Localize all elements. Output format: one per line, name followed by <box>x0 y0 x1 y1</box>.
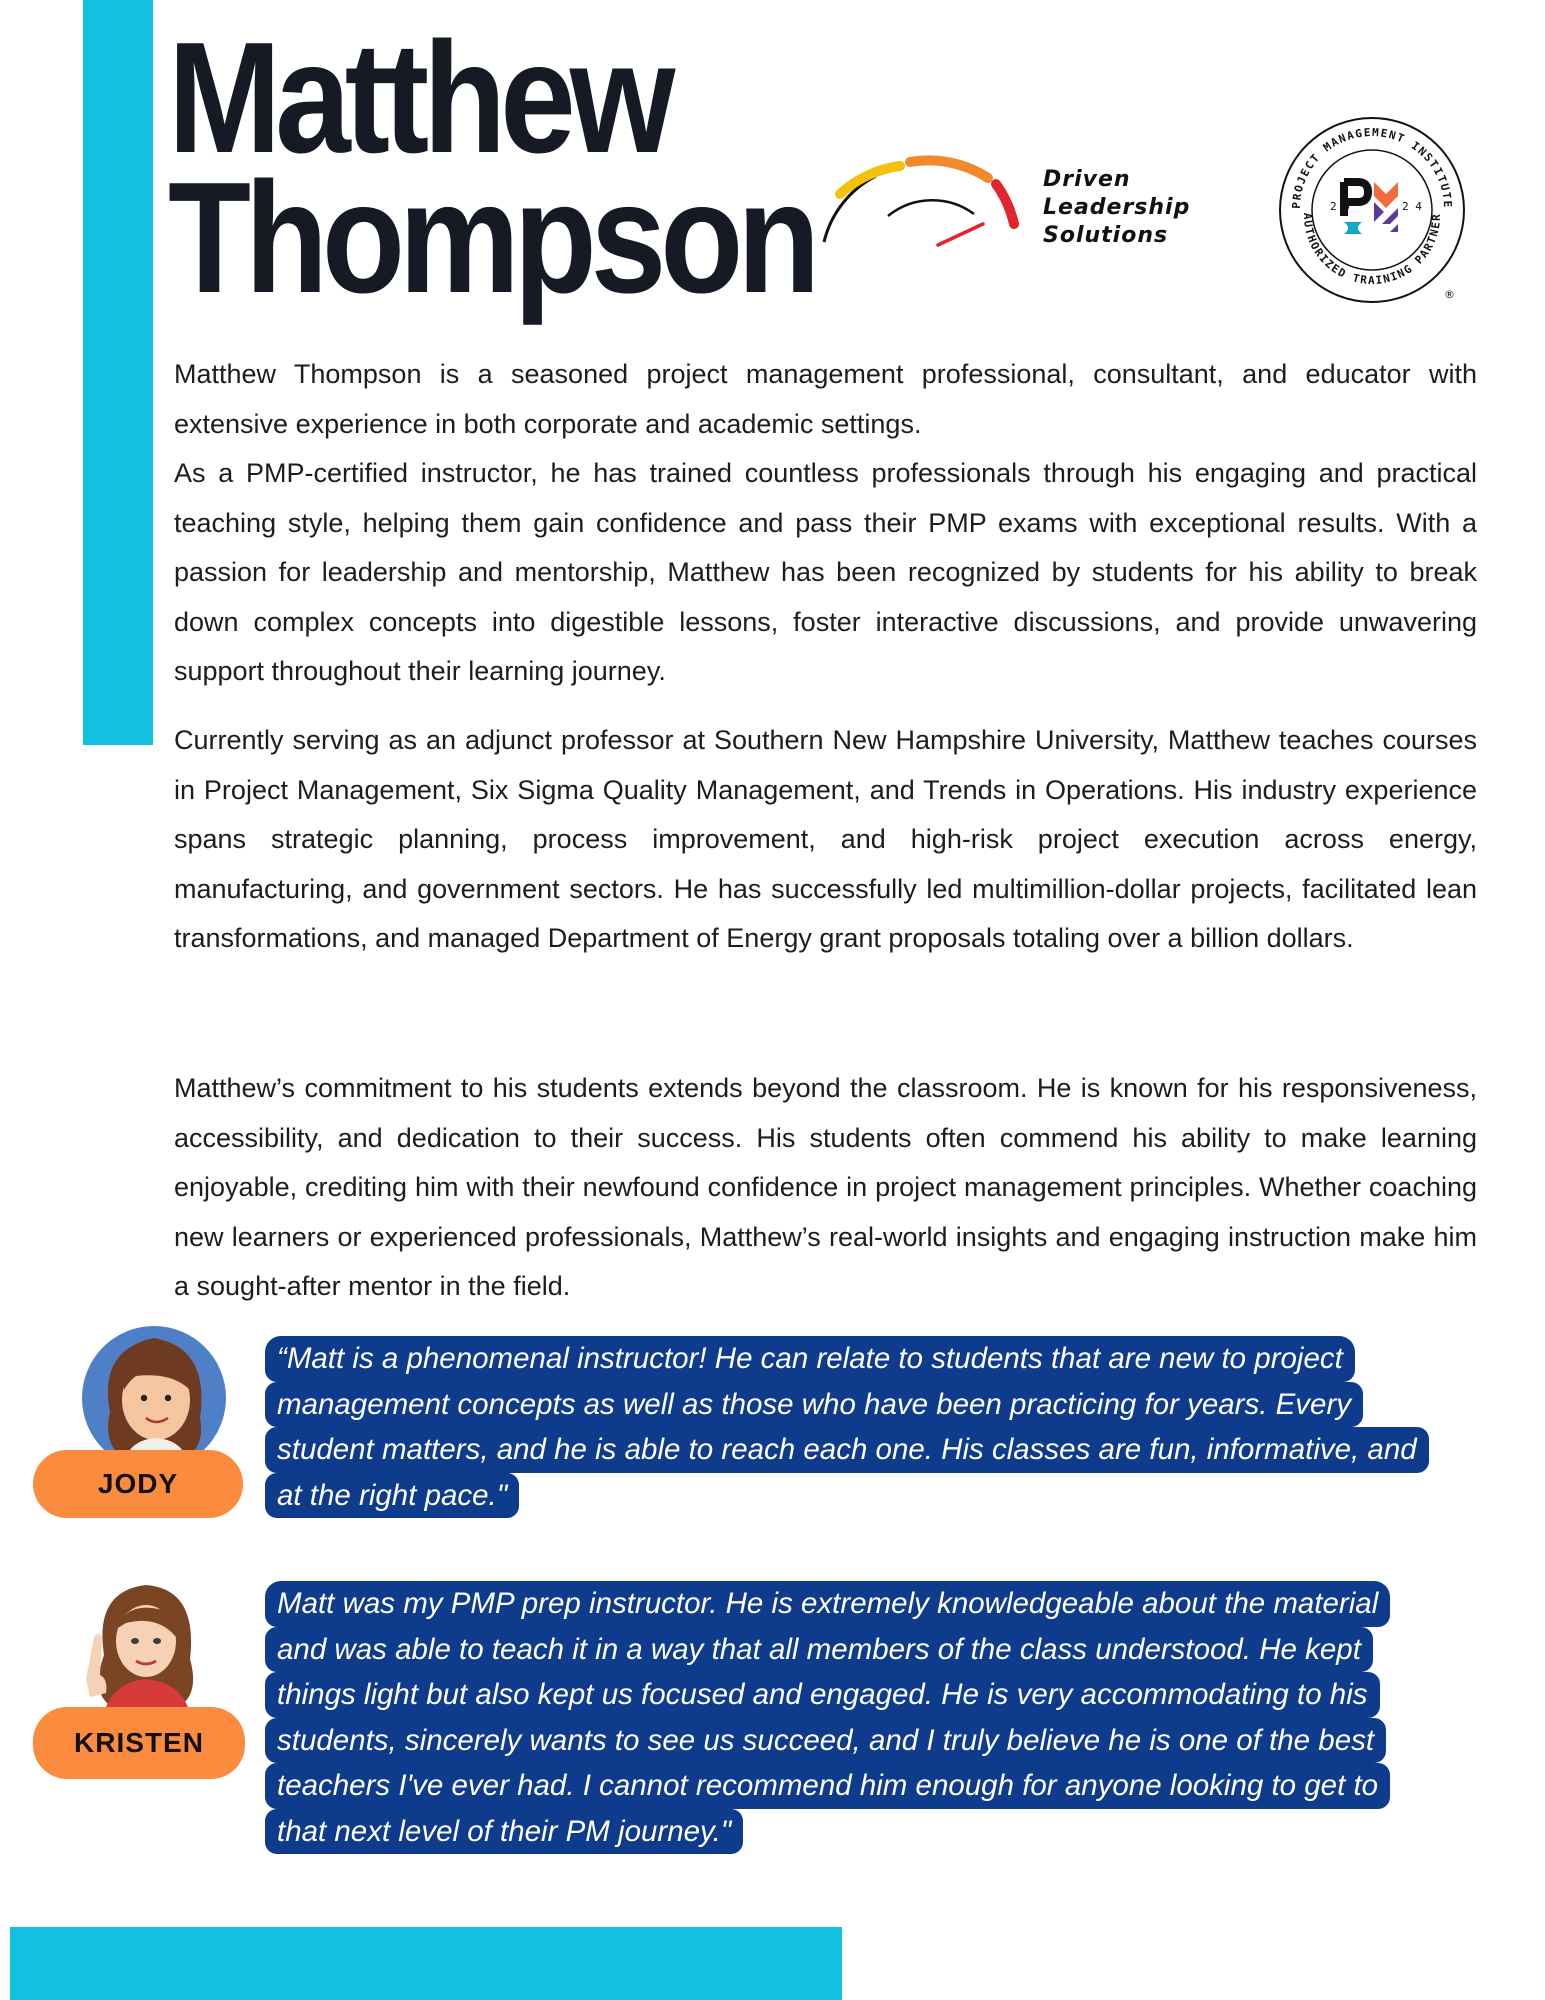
quote-line: student matters, and he is able to reach each one. His classes are fun, informative, and <box>265 1427 1429 1473</box>
jody-quote <box>265 1336 1429 1518</box>
quote-line: and was able to teach it in a way that all members of the class understood. He kept <box>265 1627 1373 1673</box>
page-title <box>168 10 815 326</box>
kristen-quote <box>265 1581 1390 1854</box>
seal-year-right: 2 4 <box>1402 200 1422 213</box>
logo-line-1: Driven <box>1043 167 1131 192</box>
registered-mark: ® <box>1444 288 1455 301</box>
footer-bar <box>10 1927 842 2000</box>
first-name: Matthew <box>168 10 670 186</box>
bio-paragraph-1: Matthew Thompson is a seasoned project management professional, consultant, and educator with extensive experience in both corporate and academic settings. <box>174 359 1477 439</box>
quote-line: things light but also kept us focused and engaged. He is very accommodating to his <box>265 1672 1380 1718</box>
bio-paragraph-2: As a PMP-certified instructor, he has trained countless professionals through his engaging and practical teaching style, helping them gain confidence and pass their PMP exams with exceptional results. With a passion for leadership and mentorship, Matthew has been recognized by students for his ability to break down complex concepts into digestible lessons, foster interactive discussions, and provide unwavering support throughout their learning journey. <box>174 458 1477 686</box>
bio-section-2 <box>174 716 1477 964</box>
jody-avatar <box>76 1320 232 1470</box>
logo-text <box>1043 166 1243 250</box>
quote-line: students, sincerely wants to see us succeed, and I truly believe he is one of the best <box>265 1718 1386 1764</box>
quote-line: that next level of their PM journey." <box>265 1809 743 1855</box>
pmi-seal <box>1278 112 1466 312</box>
driven-leadership-logo <box>818 150 1238 265</box>
quote-line: “Matt is a phenomenal instructor! He can relate to students that are new to project <box>265 1336 1355 1382</box>
logo-line-3: Solutions <box>1043 223 1169 248</box>
seal-top-text: PROJECT MANAGEMENT INSTITUTE <box>1289 125 1455 210</box>
jody-name-tag: JODY <box>33 1450 243 1518</box>
gauge-icon <box>818 150 1038 265</box>
logo-line-2: Leadership <box>1043 195 1191 220</box>
seal-year-left: 2 0 <box>1330 200 1350 213</box>
bio-paragraph-3: Currently serving as an adjunct professor at Southern New Hampshire University, Matthew teaches courses in Project Management, Six Sigma Quality Management, and Trends in Operations. His industry experience spans strategic planning, process improvement, and high-risk project execution across energy, manufacturing, and government sectors. He has successfully led multimillion-dollar projects, facilitated lean transformations, and managed Department of Energy grant proposals totaling over a billion dollars. <box>174 725 1477 953</box>
kristen-avatar <box>68 1575 218 1725</box>
bio-section-1 <box>174 350 1477 697</box>
quote-line: management concepts as well as those who have been practicing for years. Every <box>265 1382 1363 1428</box>
bio-paragraph-4: Matthew’s commitment to his students extends beyond the classroom. He is known for his responsiveness, accessibility, and dedication to their success. His students often commend his ability to make learning enjoyable, crediting him with their newfound confidence in project management principles. Whether coaching new learners or experienced professionals, Matthew’s real-world insights and engaging instruction make him a sought-after mentor in the field. <box>174 1073 1477 1301</box>
quote-line: teachers I've ever had. I cannot recommend him enough for anyone looking to get to <box>265 1763 1390 1809</box>
quote-line: Matt was my PMP prep instructor. He is extremely knowledgeable about the material <box>265 1581 1390 1627</box>
bio-section-3 <box>174 1064 1477 1312</box>
seal-bottom-text: AUTHORIZED TRAINING PARTNER <box>1300 212 1444 287</box>
last-name: Thompson <box>168 150 815 326</box>
accent-bar <box>83 0 153 745</box>
quote-line: at the right pace." <box>265 1473 519 1519</box>
kristen-name-tag: KRISTEN <box>33 1707 245 1779</box>
